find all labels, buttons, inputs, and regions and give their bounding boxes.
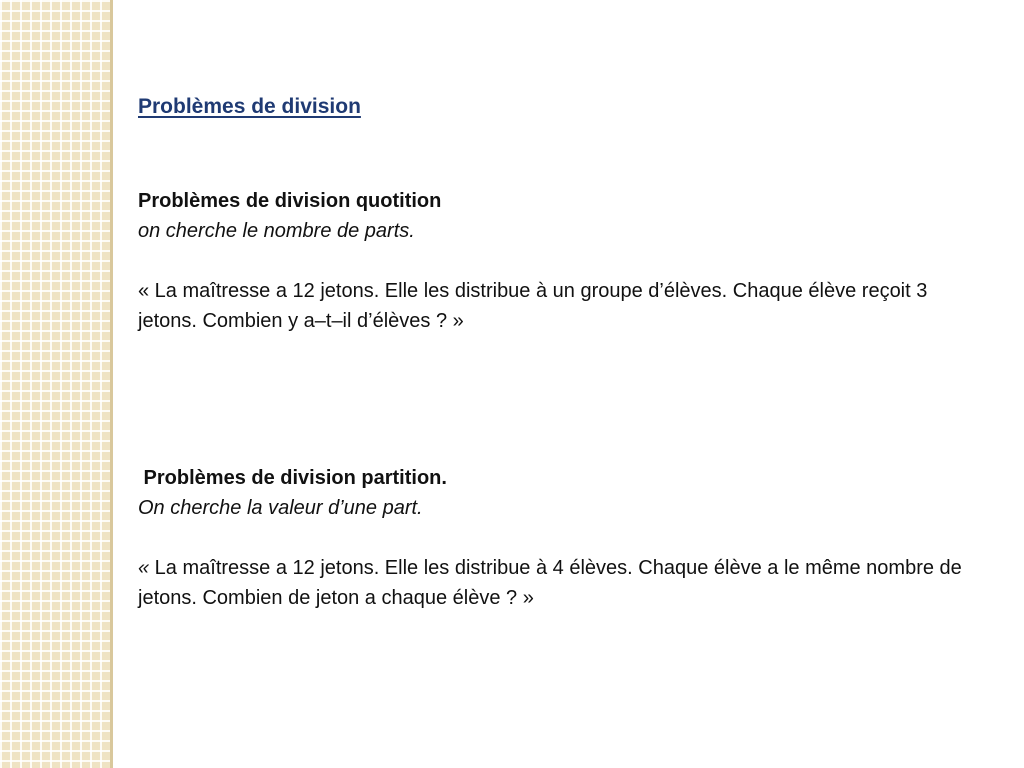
partition-heading [138, 463, 978, 493]
side-stripe-edge [110, 0, 113, 768]
section-partition [138, 463, 978, 613]
quotition-heading: Problèmes de division quotition [138, 190, 442, 212]
decorative-side-stripe [0, 0, 113, 768]
partition-subtitle: On cherche la valeur d’une part. [138, 497, 423, 519]
partition-quote-body: La maîtresse a 12 jetons. Elle les distribue à 4 élèves. Chaque élève a le même nombre de jetons. Combien de jeton a chaque élève ? » [138, 557, 962, 609]
partition-problem-text [138, 553, 978, 613]
quotition-subtitle: on cherche le nombre de parts. [138, 220, 415, 242]
section-quotition [138, 186, 978, 336]
partition-heading-text: Problèmes de division partition. [138, 467, 447, 489]
quotition-problem-text: « La maîtresse a 12 jetons. Elle les distribue à un groupe d’élèves. Chaque élève reçoit 3 jetons. Combien y a–t–il d’élèves ? » [138, 280, 928, 332]
spacer [138, 523, 978, 553]
partition-quote-open: « [138, 557, 150, 579]
spacer [138, 246, 978, 276]
slide-title: Problèmes de division [138, 95, 361, 118]
